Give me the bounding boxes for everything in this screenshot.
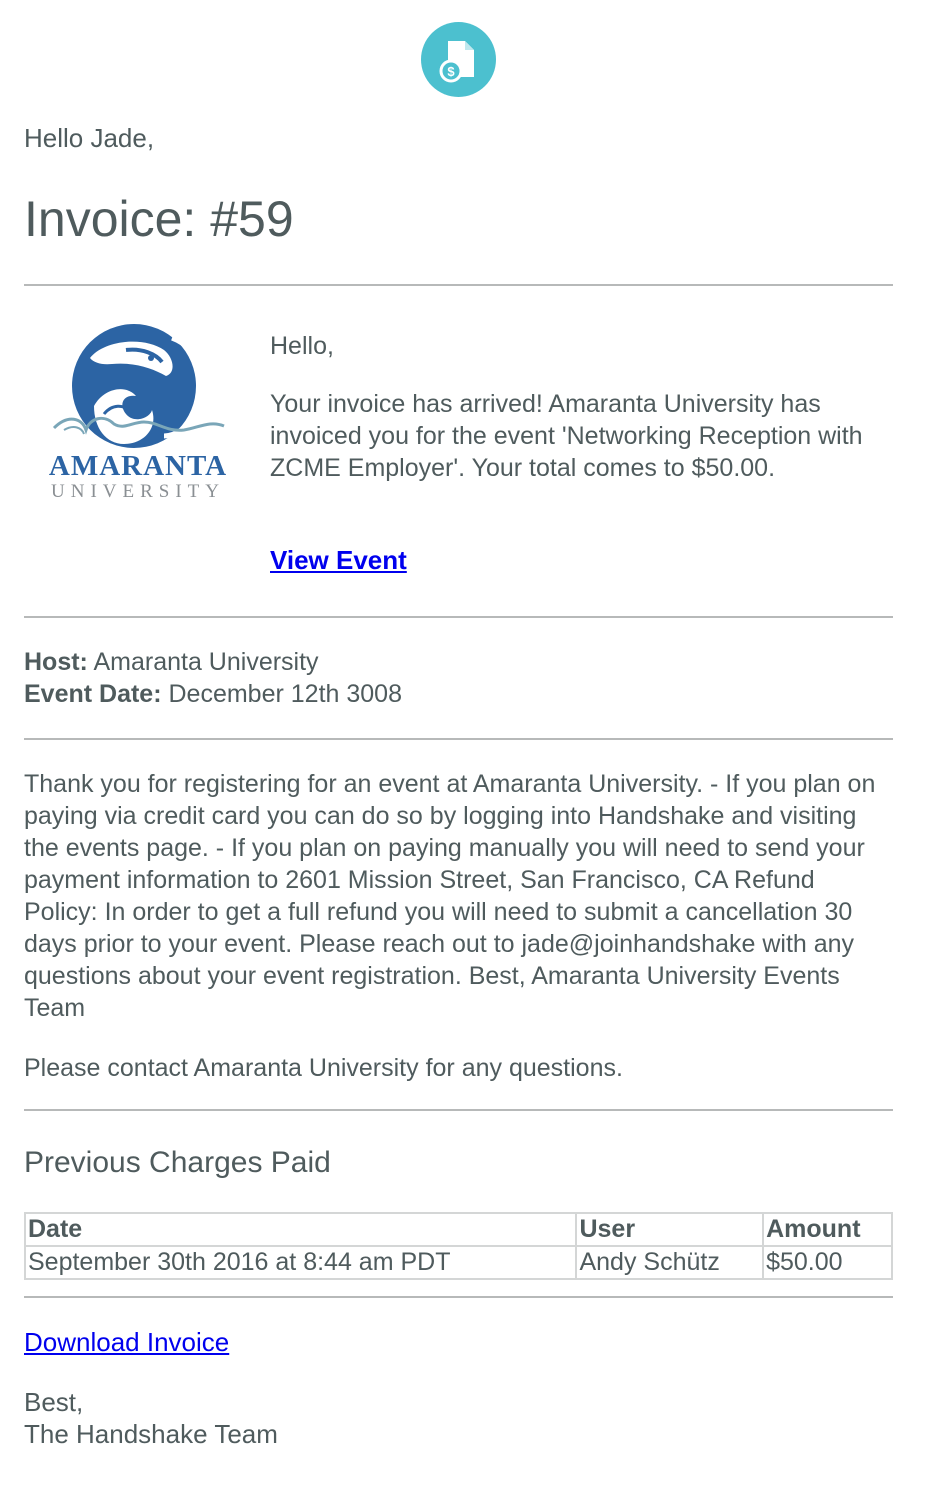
- host-label: Host:: [24, 648, 88, 676]
- charge-date: September 30th 2016 at 8:44 am PDT: [25, 1246, 576, 1279]
- registration-notes: Thank you for registering for an event at Amaranta University. - If you plan on paying via credit card you can do so by logging into Handshake and visiting the events page. - If you plan on paying manually you will need to send your payment information to 2601 Mission Street, San Francisco, CA Refund Policy: In order to get a full refund you will need to submit a cancellation 30 days prior to your event. Please reach out to jade@joinhandshake with any questions about your event registration. Best, Amaranta University Events Team: [24, 770, 876, 1022]
- logo-wordmark: AMARANTA: [48, 450, 228, 482]
- message-body: Your invoice has arrived! Amaranta University has invoiced you for the event 'Networking Reception with ZCME Employer'. Your total comes to $50.00.: [270, 390, 863, 482]
- column-header-date: Date: [25, 1213, 576, 1246]
- signoff-line: Best,: [24, 1387, 84, 1417]
- event-date-row: [24, 678, 402, 710]
- table-header-row: [25, 1213, 892, 1246]
- download-invoice-link[interactable]: Download Invoice: [24, 1327, 230, 1357]
- greeting: Hello Jade,: [24, 123, 155, 153]
- host-row: [24, 646, 402, 678]
- divider: [24, 1296, 893, 1298]
- previous-charges-title: Previous Charges Paid: [24, 1146, 331, 1179]
- view-event-link[interactable]: View Event: [270, 545, 407, 575]
- divider: [24, 738, 893, 740]
- svg-text:$: $: [447, 64, 455, 79]
- logo-subtitle: UNIVERSITY: [51, 481, 225, 502]
- invoice-title: Invoice: #59: [24, 191, 294, 247]
- table-row: [25, 1246, 892, 1279]
- divider: [24, 1109, 893, 1111]
- contact-note: Please contact Amaranta University for any questions.: [24, 1054, 623, 1082]
- event-meta: [24, 646, 402, 710]
- divider: [24, 616, 893, 618]
- message-hello: Hello,: [270, 332, 334, 360]
- charge-amount: $50.00: [763, 1246, 892, 1279]
- column-header-user: User: [576, 1213, 763, 1246]
- divider: [24, 284, 893, 286]
- signoff-team: The Handshake Team: [24, 1419, 278, 1449]
- signoff: [24, 1386, 278, 1450]
- invoice-message: [270, 330, 880, 510]
- host-value: Amaranta University: [93, 648, 319, 676]
- event-date-label: Event Date:: [24, 680, 162, 708]
- invoice-dollar-icon: [421, 22, 496, 97]
- charge-user: Andy Schütz: [576, 1246, 763, 1279]
- event-date-value: December 12th 3008: [168, 680, 402, 708]
- column-header-amount: Amount: [763, 1213, 892, 1246]
- charges-table: [24, 1212, 893, 1280]
